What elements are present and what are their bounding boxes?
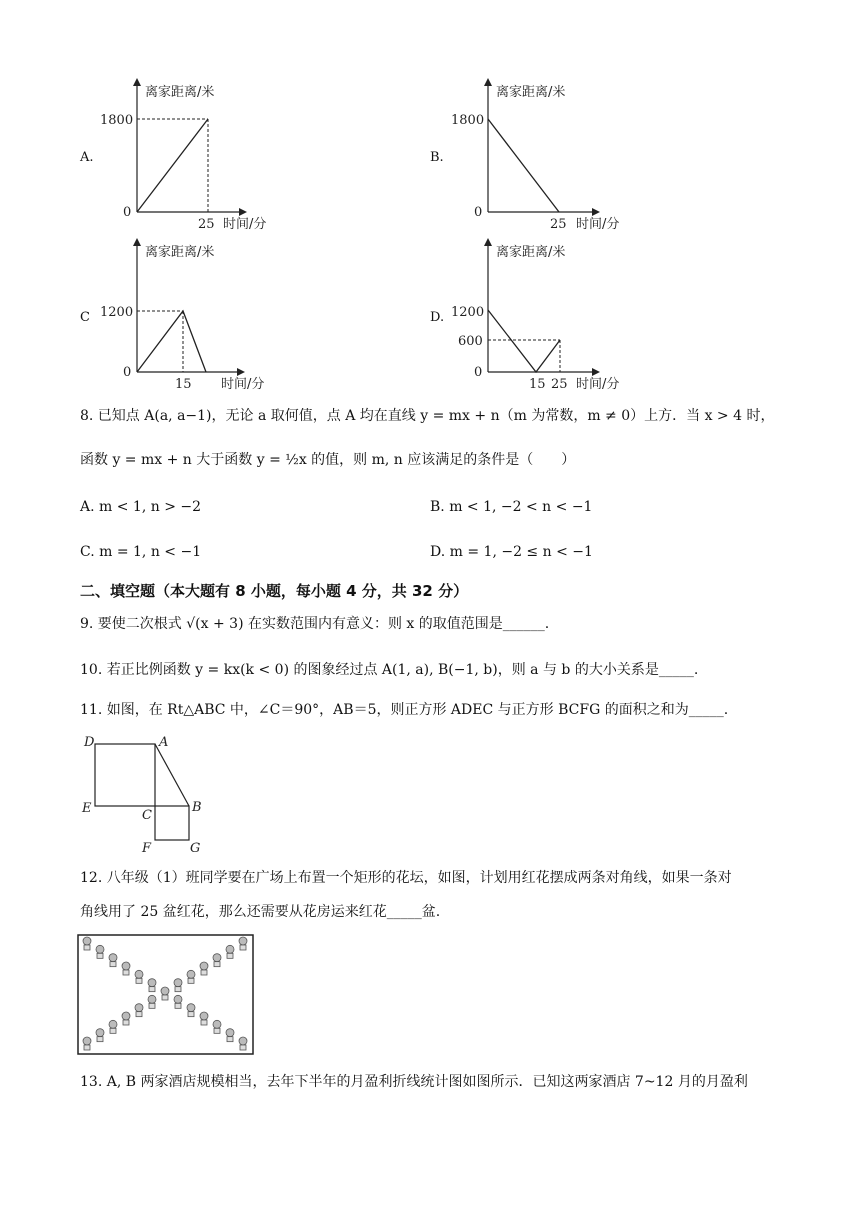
origin-label: 0 bbox=[474, 365, 483, 380]
flower-pot-icon bbox=[135, 1004, 143, 1017]
q11-text: 11. 如图，在 Rt△ABC 中，∠C＝90°，AB＝5，则正方形 ADEC 与正方形 BCFG 的面积之和为_____. bbox=[80, 702, 729, 718]
flower-pot-icon bbox=[96, 945, 104, 958]
x-axis-label: 时间/分 bbox=[221, 377, 265, 392]
label-e: E bbox=[82, 801, 92, 816]
x-tick-label: 15 bbox=[529, 377, 546, 392]
y-tick-label-2: 600 bbox=[458, 334, 483, 349]
origin-label: 0 bbox=[123, 365, 132, 380]
x-tick-label: 25 bbox=[551, 377, 568, 392]
flower-pot-icon bbox=[83, 1037, 91, 1050]
flower-pot-icon bbox=[161, 987, 169, 1000]
y-axis-label: 离家距离/米 bbox=[145, 85, 215, 100]
flower-pot-icon bbox=[239, 1037, 247, 1050]
label-g: G bbox=[190, 841, 201, 856]
graph-c bbox=[95, 238, 315, 398]
flower-pot-icon bbox=[200, 1012, 208, 1025]
x-axis-label: 时间/分 bbox=[576, 217, 620, 232]
distance-line bbox=[137, 311, 206, 372]
label-f: F bbox=[142, 841, 152, 856]
graph-d bbox=[446, 238, 666, 398]
flower-pot-icon bbox=[213, 954, 221, 967]
q8-line2: 函数 y = mx + n 大于函数 y = ½x 的值，则 m, n 应该满足的条件是（ ） bbox=[80, 452, 576, 468]
flower-pot-icon bbox=[239, 937, 247, 950]
flower-pot-icon bbox=[148, 995, 156, 1008]
origin-label: 0 bbox=[123, 205, 132, 220]
option-d-label: D. bbox=[430, 310, 445, 325]
y-tick-label: 1200 bbox=[451, 305, 485, 320]
flower-pot-icon bbox=[226, 1029, 234, 1042]
q8-line1: 8. 已知点 A(a, a−1)，无论 a 取何值，点 A 均在直线 y = mx + n（m 为常数，m ≠ 0）上方．当 x > 4 时， bbox=[80, 408, 775, 424]
distance-line bbox=[488, 310, 560, 372]
flower-pot-icon bbox=[96, 1029, 104, 1042]
q9-text: 9. 要使二次根式 √(x + 3) 在实数范围内有意义：则 x 的取值范围是______. bbox=[80, 616, 550, 632]
flower-pot-icon bbox=[187, 1004, 195, 1017]
y-tick-label: 1200 bbox=[100, 305, 134, 320]
x-tick-label: 25 bbox=[198, 217, 215, 232]
x-tick-label: 25 bbox=[550, 217, 567, 232]
q8-option-c: C. m = 1, n < −1 bbox=[80, 544, 202, 560]
flower-pot-icon bbox=[148, 979, 156, 992]
flower-pot-icon bbox=[83, 937, 91, 950]
label-a: A bbox=[159, 735, 169, 750]
flower-bed-figure bbox=[77, 934, 255, 1056]
flower-pot-icon bbox=[109, 1020, 117, 1033]
flower-pot-icon bbox=[226, 945, 234, 958]
q10-text: 10. 若正比例函数 y = kx(k < 0) 的图象经过点 A(1, a), B(−1, b)，则 a 与 b 的大小关系是_____. bbox=[80, 662, 699, 678]
q8-option-d: D. m = 1, −2 ≤ n < −1 bbox=[430, 544, 593, 560]
label-c: C bbox=[142, 808, 152, 823]
flower-pot-icon bbox=[213, 1020, 221, 1033]
q8-option-a: A. m < 1, n > −2 bbox=[80, 499, 202, 515]
x-axis-label: 时间/分 bbox=[223, 217, 267, 232]
option-a-label: A. bbox=[80, 150, 94, 165]
q11-figure bbox=[78, 730, 218, 860]
label-d: D bbox=[84, 735, 95, 750]
flower-pot-icon bbox=[122, 962, 130, 975]
graph-b bbox=[446, 78, 666, 238]
q8-option-b: B. m < 1, −2 < n < −1 bbox=[430, 499, 593, 515]
x-tick-label: 15 bbox=[175, 377, 192, 392]
flower-pot-icon bbox=[187, 970, 195, 983]
flower-pot-icon bbox=[200, 962, 208, 975]
flower-pot-icon bbox=[174, 995, 182, 1008]
y-tick-label: 1800 bbox=[451, 113, 485, 128]
y-axis-label: 离家距离/米 bbox=[496, 245, 566, 260]
section-heading: 二、填空题（本大题有 8 小题，每小题 4 分，共 32 分） bbox=[80, 582, 469, 600]
q12-line1: 12. 八年级（1）班同学要在广场上布置一个矩形的花坛，如图，计划用红花摆成两条对角线，如果一条对 bbox=[80, 870, 732, 886]
distance-line bbox=[137, 119, 208, 212]
q12-line2: 角线用了 25 盆红花，那么还需要从花房运来红花_____盆. bbox=[80, 904, 441, 920]
origin-label: 0 bbox=[474, 205, 483, 220]
flower-pot-icon bbox=[135, 970, 143, 983]
x-axis-label: 时间/分 bbox=[576, 377, 620, 392]
flower-pot-icon bbox=[122, 1012, 130, 1025]
flower-pot-icon bbox=[174, 979, 182, 992]
option-b-label: B. bbox=[430, 150, 444, 165]
y-axis-label: 离家距离/米 bbox=[145, 245, 215, 260]
y-tick-label: 1800 bbox=[100, 113, 134, 128]
y-axis-label: 离家距离/米 bbox=[496, 85, 566, 100]
q13-text: 13. A, B 两家酒店规模相当，去年下半年的月盈利折线统计图如图所示．已知这两家酒店 7~12 月的月盈利 bbox=[80, 1074, 748, 1090]
option-c-label: C bbox=[80, 310, 90, 325]
label-b: B bbox=[192, 800, 202, 815]
flower-pot-icon bbox=[109, 954, 117, 967]
distance-line bbox=[488, 119, 559, 212]
graph-a bbox=[95, 78, 315, 238]
